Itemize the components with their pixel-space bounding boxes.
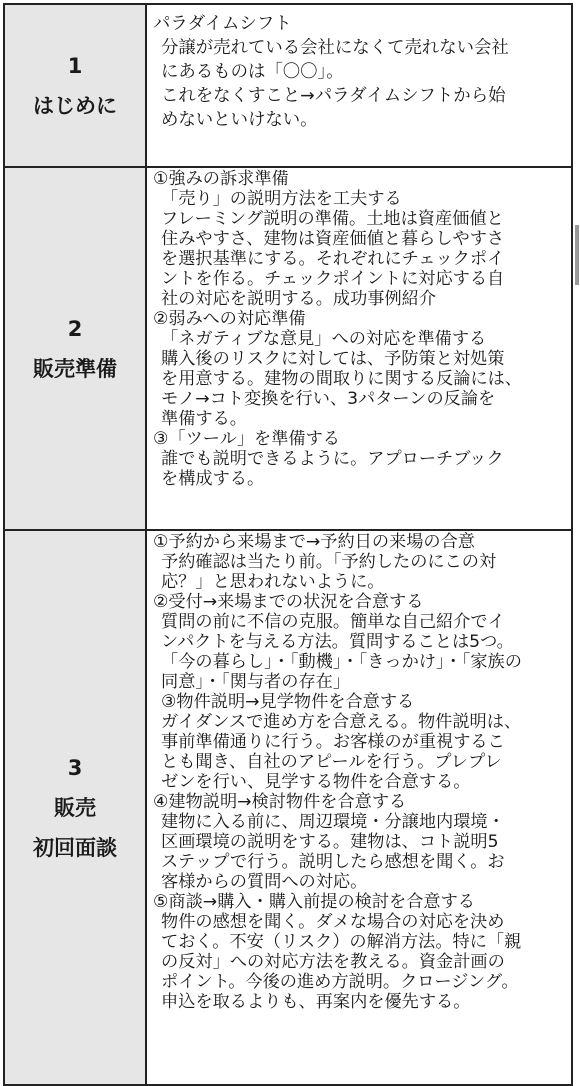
section-heading: ②弱みへの対応準備	[153, 309, 306, 329]
section-heading: ①予約から来場まで→予約日の来場の合意	[153, 532, 475, 552]
text-line: 質問の前に不信の克服。簡単な自己紹介でイ	[161, 612, 505, 632]
text-line: ントを作る。チェックポイントに対応する自	[161, 269, 505, 289]
text-line: とも聞き、自社のアピールを行う。プレプレ	[161, 752, 502, 772]
row-number: 1	[67, 53, 83, 78]
sales-process-table	[3, 3, 573, 1086]
text-line: ステップで行う。説明したら感想を聞く。お	[161, 852, 505, 872]
text-line: 客様からの質問への対応。	[161, 872, 368, 892]
page-edge-marker	[575, 225, 579, 285]
text-line: これをなくすこと→パラダイムシフトから始	[161, 86, 506, 106]
text-line: ておく。不安（リスク）の解消方法。特に「親	[161, 932, 522, 952]
section-heading: ③「ツール」を準備する	[153, 429, 340, 449]
text-line: めないといけない。	[161, 110, 318, 130]
table-row	[4, 4, 572, 167]
text-line: にあるものは「〇〇」。	[161, 62, 344, 82]
text-line: フレーミング説明の準備。土地は資産価値と	[161, 209, 504, 229]
text-line: 建物に入る前に、周辺環境・分譲地内環境・	[161, 812, 505, 832]
text-line: 同意」・「関与者の存在」	[161, 672, 351, 692]
section-heading: ②受付→来場までの状況を合意する	[153, 592, 424, 612]
text-line: 「今の暮らし」・「動機」・「きっかけ」・「家族の	[161, 652, 522, 672]
text-line: パラダイムシフト	[153, 14, 292, 34]
text-line: モノ→コト変換を行い、3パターンの反論を	[161, 389, 496, 409]
row-subtitle: 初回面談	[33, 835, 117, 860]
text-line: 誰でも説明できるように。アプローチブック	[161, 449, 504, 469]
text-line: 物件の感想を聞く。ダメな場合の対応を決め	[161, 912, 505, 932]
row-label	[4, 4, 146, 167]
row-number: 2	[67, 316, 83, 341]
row-content	[146, 4, 572, 167]
text-line: 区画環境の説明をする。建物は、コト説明5	[161, 832, 499, 852]
row-title: はじめに	[33, 93, 117, 118]
text-line: を構成する。	[161, 469, 265, 489]
text-line: 住みやすさ、建物は資産価値と暮らしやすさ	[161, 229, 505, 249]
text-line: ポイント。今後の進め方説明。クロージング。	[161, 972, 519, 992]
row-label	[4, 167, 146, 530]
text-line: ンパクトを与える方法。質問することは5つ。	[161, 632, 514, 652]
text-line: 準備する。	[161, 409, 247, 429]
text-line: 購入後のリスクに対しては、予防策と対処策	[161, 349, 505, 369]
text-line: 事前準備通りに行う。お客様のが重視するこ	[161, 732, 505, 752]
text-line: 分譲が売れている会社になくて売れない会社	[161, 38, 509, 58]
row-label	[4, 530, 146, 1085]
text-line: 「ネガティブな意見」への対応を準備する	[161, 329, 487, 349]
row-title: 販売準備	[33, 356, 117, 381]
row-title: 販売	[54, 795, 96, 820]
text-line: を用意する。建物の間取りに関する反論には、	[161, 369, 522, 389]
text-line: ゼンを行い、見学する物件を合意する。	[161, 772, 471, 792]
text-line: 予約確認は当たり前。「予約したのにこの対	[161, 552, 497, 572]
row-content	[146, 530, 572, 1085]
text-line: 申込を取るよりも、再案内を優先する。	[161, 992, 471, 1012]
section-heading: ④建物説明→検討物件を合意する	[153, 792, 407, 812]
row-content	[146, 167, 572, 530]
section-heading: ①強みの訴求準備	[153, 169, 289, 189]
row-number: 3	[67, 755, 83, 780]
text-line: 「売り」の説明方法を工夫する	[161, 189, 402, 209]
section-heading: ⑤商談→購入・購入前提の検討を合意する	[153, 892, 475, 912]
text-line: ガイダンスで進め方を合意える。物件説明は、	[161, 712, 522, 732]
text-line: 応？」と思われないように。	[161, 572, 385, 592]
text-line: を選択基準にする。それぞれにチェックポイ	[161, 249, 505, 269]
text-line: の反対」への対応方法を教える。資金計画の	[161, 952, 505, 972]
table-row	[4, 167, 572, 530]
text-line: 社の対応を説明する。成功事例紹介	[161, 289, 437, 309]
table-row	[4, 530, 572, 1085]
section-heading: ③物件説明→見学物件を合意する	[161, 692, 415, 712]
